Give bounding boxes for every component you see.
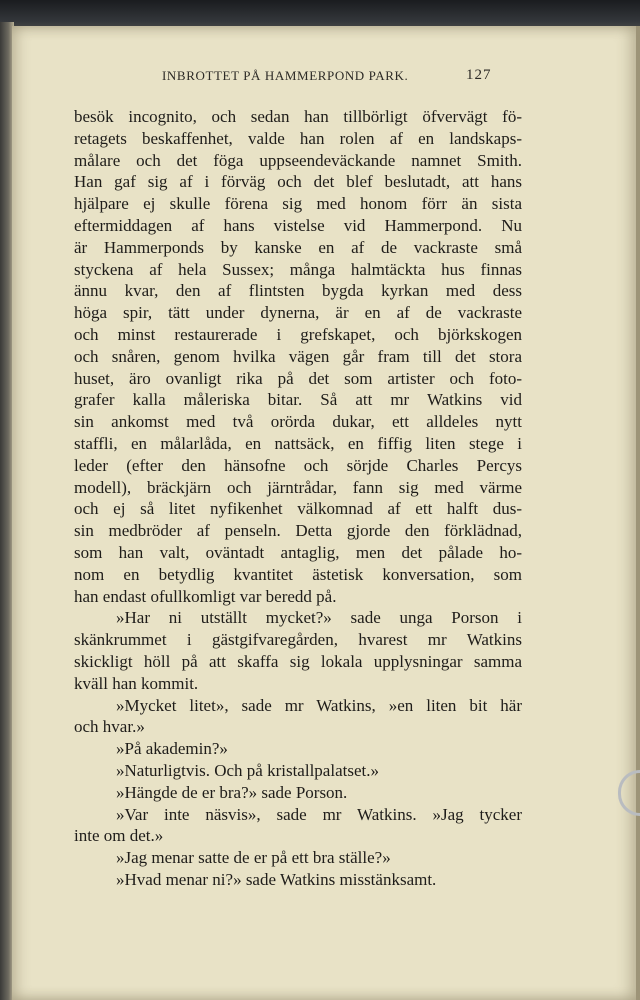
text-line: höga spir, tätt under dynerna, är en af de vackraste: [74, 303, 522, 323]
body-text: [74, 106, 522, 891]
text-line: besök incognito, och sedan han tillbörligt öfvervägt fö-: [74, 107, 522, 126]
text-line: kväll han kommit.: [74, 673, 199, 693]
text-line: sin ankomst med två orörda dukar, ett alldeles nytt: [74, 412, 522, 432]
page-right-edge: [636, 26, 640, 1000]
text-line: och hvar.»: [74, 717, 145, 737]
text-line: »Naturligtvis. Och på kristallpalatset.»: [116, 760, 379, 780]
text-line: inte om det.»: [74, 826, 164, 846]
text-line: leder (efter den hänsofne och sörjde Charles Percys: [74, 455, 522, 475]
text-line: »Mycket litet», sade mr Watkins, »en liten bit här: [116, 695, 522, 715]
text-line: »På akademin?»: [116, 739, 228, 759]
text-line: »Har ni utställt mycket?» sade unga Porson i: [116, 608, 522, 628]
text-line: huset, äro ovanligt rika på det som artister och foto-: [74, 368, 522, 388]
text-line: ännu kvar, den af flintsten bygda kyrkan med dess: [74, 281, 522, 301]
text-line: »Hvad menar ni?» sade Watkins misstänksamt.: [116, 869, 437, 889]
text-line: målare och det föga uppseendeväckande namnet Smith.: [74, 150, 522, 170]
text-line: eftermiddagen af hans vistelse vid Hammerpond. Nu: [74, 215, 522, 235]
text-line: skänkrummet i gästgifvaregården, hvarest mr Watkins: [74, 630, 522, 650]
text-line: »Hängde de er bra?» sade Porson.: [116, 782, 348, 802]
text-line: och ej så litet nyfikenhet välkomnad af ett halft dus-: [74, 499, 522, 519]
text-line: är Hammerponds by kanske en af de vackraste små: [74, 237, 522, 257]
running-head: [0, 68, 640, 88]
text-line: han endast ofullkomligt var beredd på.: [74, 586, 337, 606]
text-line: staffli, en målarlåda, en nattsäck, en fiffig liten stege i: [74, 433, 522, 453]
text-line: och minst restaurerade i grefskapet, och björkskogen: [74, 324, 522, 344]
text-line: »Jag menar satte de er på ett bra ställe?»: [116, 848, 391, 868]
page-number: 127: [466, 67, 492, 83]
text-line: styckena af hela Sussex; många halmtäckta hus finnas: [74, 259, 522, 279]
text-line: sin medbröder af penseln. Detta gjorde den förklädnad,: [74, 521, 522, 541]
running-head-title: INBROTTET PÅ HAMMERPOND PARK.: [162, 68, 409, 83]
text-line: hjälpare ej skulle förena sig med honom förr än sista: [74, 194, 522, 214]
text-line: nom en betydlig kvantitet ästetisk konversation, som: [74, 564, 522, 584]
text-line: modell), bräckjärn och järntrådar, fann sig med värme: [74, 477, 522, 497]
text-line: som han valt, oväntadt antaglig, men det pålade ho-: [74, 542, 522, 562]
text-line: Han gaf sig af i förväg och det blef beslutadt, att hans: [74, 172, 522, 192]
text-line: »Var inte näsvis», sade mr Watkins. »Jag tycker: [116, 804, 522, 824]
text-line: retagets beskaffenhet, valde han rolen af en landskaps-: [74, 128, 522, 148]
text-line: grafer kalla måleriska bitar. Så att mr Watkins vid: [74, 390, 522, 410]
text-line: skickligt höll på att skaffa sig lokala upplysningar samma: [74, 651, 522, 671]
text-line: och snåren, genom hvilka vägen går fram till det stora: [74, 346, 522, 366]
